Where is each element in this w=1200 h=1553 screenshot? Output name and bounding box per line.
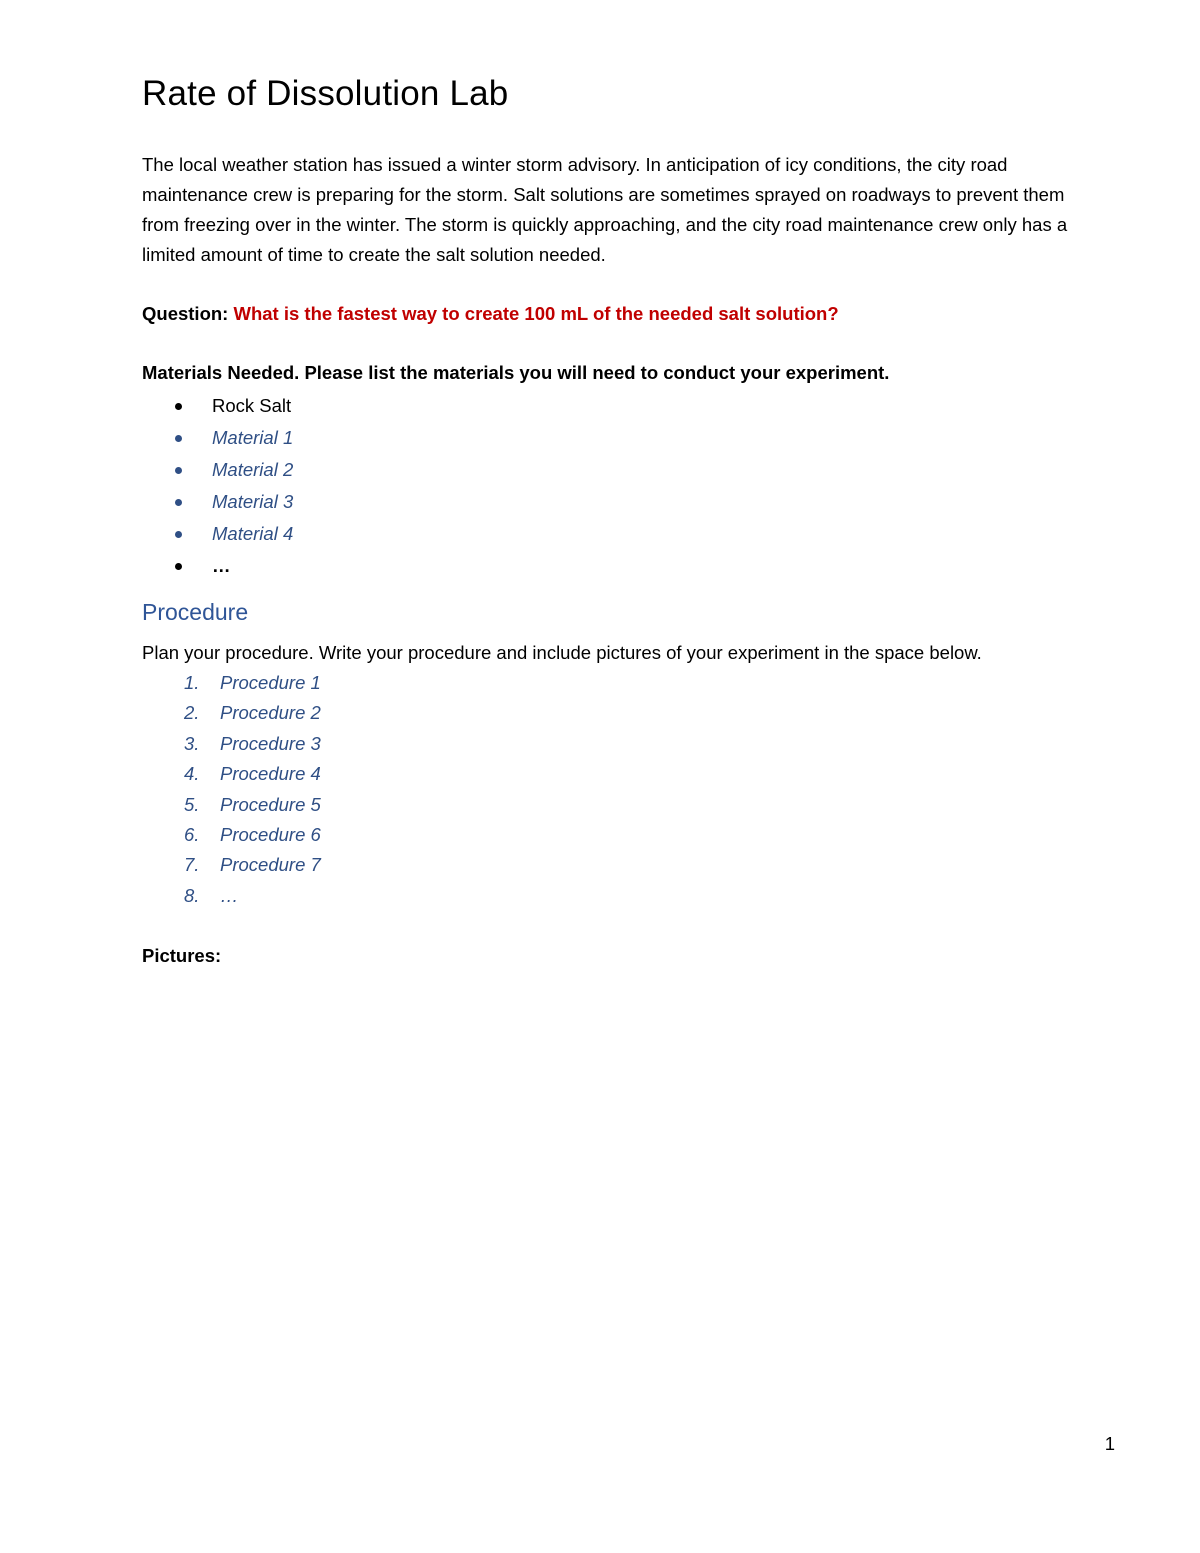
material-text: Material 3 [212,491,294,512]
bullet-icon [175,531,182,538]
material-text: … [212,555,231,576]
procedure-item[interactable] [142,668,1102,698]
material-item[interactable] [142,518,1102,550]
procedure-text: Procedure 5 [220,793,321,815]
procedure-number: 2. [184,702,200,724]
procedure-number: 5. [184,793,200,815]
material-text: Material 4 [212,523,294,544]
procedure-item[interactable] [142,850,1102,880]
bullet-icon [175,563,182,570]
bullet-icon [175,499,182,506]
procedure-text: Procedure 4 [220,763,321,785]
procedure-number: 4. [184,763,200,785]
bullet-icon [175,467,182,474]
material-text: Rock Salt [212,395,292,416]
document-title: Rate of Dissolution Lab [142,74,509,113]
procedure-item[interactable] [142,729,1102,759]
procedure-item[interactable] [142,790,1102,820]
procedure-instructions: Plan your procedure. Write your procedure and include pictures of your experiment in the space below. [142,642,982,663]
procedure-item[interactable] [142,881,1102,911]
bullet-icon [175,435,182,442]
procedure-number: 3. [184,732,200,754]
procedure-text: Procedure 2 [220,702,321,724]
procedure-list [142,668,1102,911]
material-item[interactable] [142,390,1102,422]
question-label: Question: [142,303,234,324]
procedure-text: … [220,884,239,906]
material-item[interactable] [142,486,1102,518]
material-text: Material 1 [212,427,294,448]
bullet-icon [175,403,182,410]
procedure-number: 6. [184,824,200,846]
document-body [142,70,1102,971]
procedure-item[interactable] [142,759,1102,789]
material-item[interactable] [142,550,1102,582]
procedure-item[interactable] [142,698,1102,728]
procedure-heading: Procedure [142,599,249,625]
material-item[interactable] [142,454,1102,486]
material-text: Material 2 [212,459,294,480]
materials-heading: Materials Needed. Please list the materials you will need to conduct your experiment. [142,362,890,383]
procedure-text: Procedure 3 [220,732,321,754]
intro-paragraph: The local weather station has issued a winter storm advisory. In anticipation of icy conditions, the city road maintenance crew is preparing for the storm. Salt solutions are sometimes sprayed on roadways to prevent them from freezing over in the winter. The storm is quickly approaching, and the city road maintenance crew only has a limited amount of time to create the salt solution needed. [142,154,1068,265]
procedure-text: Procedure 1 [220,672,321,693]
procedure-text: Procedure 6 [220,824,321,846]
materials-list [142,390,1102,582]
question-text: What is the fastest way to create 100 mL of the needed salt solution? [233,303,839,324]
pictures-label: Pictures: [142,945,222,967]
procedure-number: 7. [184,854,200,876]
procedure-number: 8. [184,884,200,906]
procedure-item[interactable] [142,820,1102,850]
procedure-text: Procedure 7 [220,854,321,876]
page-number: 1 [1104,1433,1115,1454]
material-item[interactable] [142,422,1102,454]
question-paragraph [142,299,1102,329]
procedure-number: 1. [184,672,200,693]
